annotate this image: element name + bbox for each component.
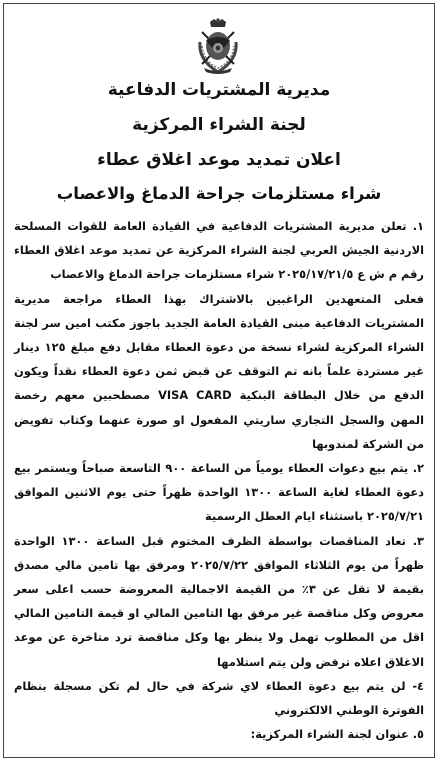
tender-subject-title: شراء مستلزمات جراحة الدماغ والاعصاب bbox=[56, 184, 382, 203]
directorate-title: مديرية المشتريات الدفاعية bbox=[107, 80, 331, 100]
paragraph-1: ١. تعلن مديرية المشتريات الدفاعية في القيادة العامة للقوات المسلحة الاردنية الجيش العربي لجنة الشراء المركزية عن تمديد موعد اغلاق العطاء رقم م ش ع ٢٠٢٥/١٧/٢١/٥ شراء مستلزمات جراحة الدماغ والاعصاب bbox=[14, 219, 424, 282]
committee-title: لجنة الشراء المركزية bbox=[132, 115, 306, 135]
announcement-body bbox=[14, 214, 424, 746]
paragraph-2: ٢. يتم بيع دعوات العطاء يومياً من الساعة ٩٠٠ التاسعة صباحاً ويستمر بيع دعوة العطاء لغاية الساعة ١٣٠٠ الواحدة ظهراً حتى يوم الاثنين الموافق ٢٠٢٥/٧/٢١ باستثناء ايام العطل الرسمية bbox=[14, 461, 424, 524]
paragraph-1-details: فعلى المتعهدين الراغبين بالاشتراك بهذا العطاء مراجعة مديرية المشتريات الدفاعية مبنى القيادة العامة الجديد باجوز مكتب امين سر لجنة الشراء المركزية لشراء نسخة من دعوة العطاء مقابل دفع مبلغ ١٢٥ دينار غير مستردة علماً بانه تم التوقف عن قبض ثمن دعوة العطاء نقداً ويكون الدفع من خلال البطاقة البنكية VISA CARD مصطحبين معهم رخصة المهن والسجل التجاري ساريتي المفعول او صورة عنهما وكتاب تفويض من الشركة لمندوبها bbox=[14, 291, 424, 451]
announcement-title: اعلان تمديد موعد اغلاق عطاء bbox=[97, 150, 341, 170]
jordan-armed-forces-emblem-icon bbox=[190, 18, 246, 76]
paragraph-4: ٤- لن يتم بيع دعوة العطاء لاي شركة في حال لم تكن مسجلة بنظام الفوترة الوطني الالكتروني bbox=[14, 678, 424, 718]
paragraph-3: ٣. تعاد المناقصات بواسطة الظرف المختوم قبل الساعة ١٣٠٠ الواحدة ظهراً من يوم الثلاثاء الموافق ٢٠٢٥/٧/٢٢ ومرفق بها تامين مالي مصدق بقيمة لا تقل عن ٣٪ من القيمة الاجمالية المعروضة حسب اعلى سعر معروض وكل مناقصة غير مرفق بها التامين المالي او قيمة التامين المالي اقل من المطلوب تهمل ولا ينظر بها وكل مناقصة ترد متاخرة عن موعد الاغلاق اعلاه ترفض ولن يتم استلامها bbox=[14, 533, 424, 669]
advertisement-page bbox=[3, 3, 435, 758]
paragraph-5: ٥. عنوان لجنة الشراء المركزية: bbox=[250, 727, 424, 742]
